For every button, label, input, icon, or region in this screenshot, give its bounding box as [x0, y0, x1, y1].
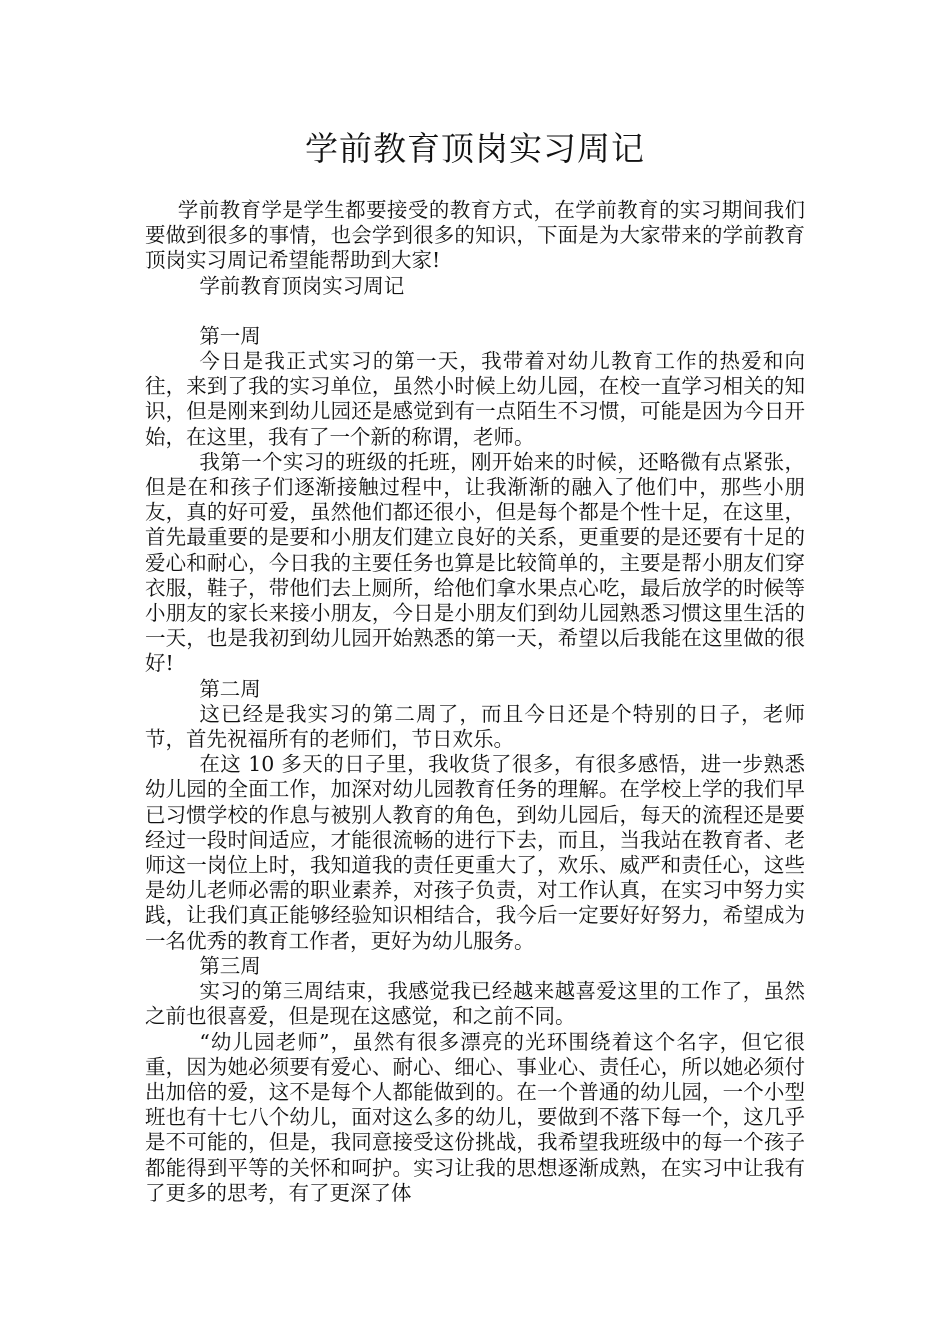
blank-line: [145, 299, 805, 324]
week-heading: 第一周: [199, 323, 261, 348]
week-heading: 第三周: [199, 953, 261, 978]
page-title: 学前教育顶岗实习周记: [305, 129, 645, 168]
body-paragraph: 在这 10 多天的日子里，我收货了很多，有很多感悟，进一步熟悉幼儿园的全面工作，加深对幼儿园教育任务的理解。在学校上学的我们早已习惯学校的作息与被别人教育的角色，到幼儿园后，每天的流程还是要经过一段时间适应，才能很流畅的进行下去，而且，当我站在教育者、老师这一岗位上时，我知道我的责任更重大了，欢乐、威严和责任心，这些是幼儿老师必需的职业素养，对孩子负责，对工作认真，在实习中努力实践，让我们真正能够经验知识相结合，我今后一定要好好努力，希望成为一名优秀的教育工作者，更好为幼儿服务。: [145, 752, 805, 953]
intro-paragraph: 学前教育学是学生都要接受的教育方式，在学前教育的实习期间我们要做到很多的事情，也会学到很多的知识，下面是为大家带来的学前教育顶岗实习周记希望能帮助到大家!: [145, 198, 805, 273]
week-heading: 第二周: [199, 676, 261, 701]
body-paragraph: 我第一个实习的班级的托班，刚开始来的时候，还略微有点紧张，但是在和孩子们逐渐接触过程中，让我渐渐的融入了他们中，那些小朋友，真的好可爱，虽然他们都还很小，但是每个都是个性十足，在这里，首先最重要的是要和小朋友们建立良好的关系，更重要的是还要有十足的爱心和耐心，今日我的主要任务也算是比较简单的，主要是帮小朋友们穿衣服，鞋子，带他们去上厕所，给他们拿水果点心吃，最后放学的时候等小朋友的家长来接小朋友，今日是小朋友们到幼儿园熟悉习惯这里生活的一天，也是我初到幼儿园开始熟悉的第一天，希望以后我能在这里做的很好!: [145, 449, 805, 676]
body-paragraph: “幼儿园老师”，虽然有很多漂亮的光环围绕着这个名字，但它很重，因为她必须要有爱心、耐心、细心、事业心、责任心，所以她必须付出加倍的爱，这不是每个人都能做到的。在一个普通的幼儿园，一个小型班也有十七八个幼儿，面对这么多的幼儿，要做到不落下每一个，这几乎是不可能的，但是，我同意接受这份挑战，我希望我班级中的每一个孩子都能得到平等的关怀和呵护。实习让我的思想逐渐成熟，在实习中让我有了更多的思考，有了更深了体: [145, 1029, 805, 1205]
subtitle-line: 学前教育顶岗实习周记: [199, 273, 405, 298]
body-paragraph: 这已经是我实习的第二周了，而且今日还是个特别的日子，老师节，首先祝福所有的老师们，节日欢乐。: [145, 701, 805, 752]
document-body: [145, 198, 805, 1206]
body-paragraph: 今日是我正式实习的第一天，我带着对幼儿教育工作的热爱和向往，来到了我的实习单位，虽然小时候上幼儿园，在校一直学习相关的知识，但是刚来到幼儿园还是感觉到有一点陌生不习惯，可能是因为今日开始，在这里，我有了一个新的称谓，老师。: [145, 349, 805, 449]
body-paragraph: 实习的第三周结束，我感觉我已经越来越喜爱这里的工作了，虽然之前也很喜爱，但是现在这感觉，和之前不同。: [145, 979, 805, 1029]
